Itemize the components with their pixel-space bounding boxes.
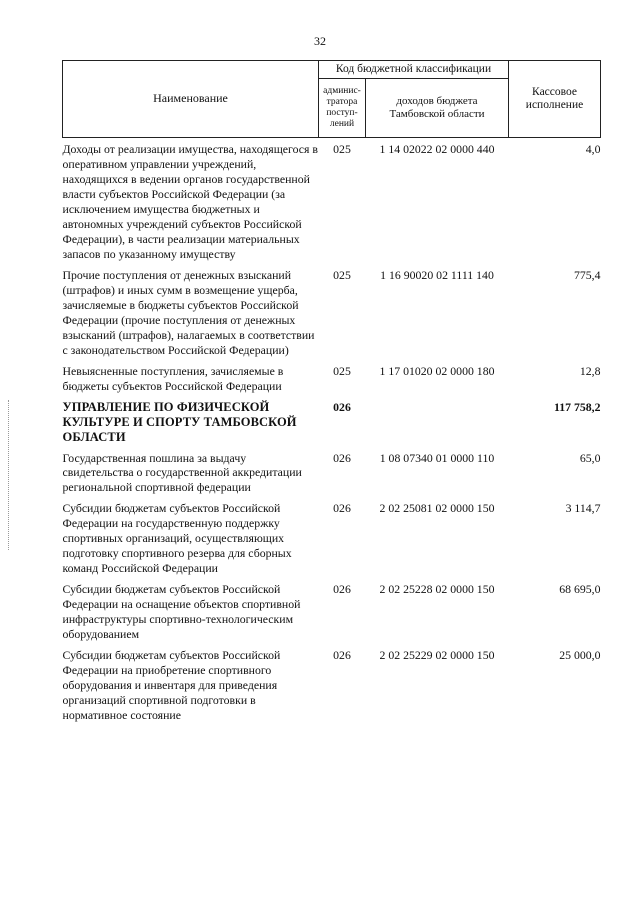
header-admin-line2: тратора: [326, 97, 358, 108]
section-admin-code: 026: [333, 399, 351, 414]
row-admin-code: 025: [333, 142, 351, 156]
page-number: 32: [314, 34, 326, 48]
row-amount: 65,0: [579, 450, 601, 465]
row-income-code: 1 14 02022 02 0000 440: [379, 142, 495, 156]
row-name: Невыясненные поступления, зачисляемые в бюджеты субъектов Российской Федерации: [62, 363, 284, 393]
header-income-line2: Тамбовской области: [389, 108, 485, 120]
row-name: Субсидии бюджетам субъектов Российской Федерации на государственную поддержку спортивных организаций, осуществляющих подготовку спортивного резерва для сборных команд Российской Федерации: [62, 501, 292, 576]
row-name: Доходы от реализации имущества, находящегося в оперативном управлении учреждений, находящихся в ведении органов государственной власти субъектов Российской Федерации (за исключением имущества бюджетных и автономных учреждений субъектов Российской Федерации), в части реализации материальных запасов по указанному имуществу: [62, 142, 318, 261]
row-amount: 4,0: [585, 142, 601, 156]
header-execution-line1: Кассовое: [532, 85, 577, 98]
scan-edge-mark: [8, 400, 11, 550]
row-amount: 25 000,0: [559, 648, 601, 663]
section-income-code: [366, 396, 509, 447]
row-amount: 68 695,0: [559, 582, 601, 597]
table-row: [63, 138, 601, 264]
table-row-section: [63, 396, 601, 447]
row-income-code: 1 08 07340 01 0000 110: [379, 450, 495, 465]
table-row: [63, 360, 601, 396]
section-amount: 117 758,2: [553, 399, 601, 414]
row-name: Субсидии бюджетам субъектов Российской Федерации на приобретение спортивного оборудования и инвентаря для приведения организаций спортивной подготовки в нормативное состояние: [62, 648, 281, 722]
section-name: УПРАВЛЕНИЕ ПО ФИЗИЧЕСКОЙ КУЛЬТУРЕ И СПОРТУ ТАМБОВСКОЙ ОБЛАСТИ: [62, 399, 297, 444]
row-income-code: 2 02 25229 02 0000 150: [379, 648, 495, 663]
table-row: [63, 644, 601, 725]
row-income-code: 2 02 25228 02 0000 150: [379, 582, 495, 597]
table-row: [63, 264, 601, 360]
row-admin-code: 026: [333, 648, 351, 663]
row-admin-code: 025: [333, 267, 351, 282]
row-admin-code: 026: [333, 501, 351, 516]
row-income-code: 2 02 25081 02 0000 150: [379, 501, 495, 516]
header-admin-line1: админис-: [323, 86, 361, 97]
header-execution: [509, 61, 601, 138]
row-admin-code: 026: [333, 582, 351, 597]
header-admin-line3: поступ-: [326, 108, 358, 118]
header-income-line1: доходов бюджета: [396, 95, 478, 108]
header-income: [366, 79, 509, 138]
row-income-code: 1 16 90020 02 1111 140: [380, 267, 494, 282]
row-amount: 775,4: [573, 267, 601, 282]
header-code-group: Код бюджетной классификации: [319, 61, 509, 79]
budget-table: [62, 60, 601, 725]
header-name: Наименование: [63, 61, 319, 138]
row-admin-code: 025: [333, 363, 351, 378]
row-name: Субсидии бюджетам субъектов Российской Федерации на оснащение объектов спортивной инфраструктуры спортивно-технологическим оборудованием: [62, 582, 301, 642]
row-amount: 12,8: [579, 363, 601, 378]
row-income-code: 1 17 01020 02 0000 180: [379, 363, 495, 378]
header-admin-line4: лений: [329, 118, 355, 129]
row-amount: 3 114,7: [565, 501, 601, 516]
row-name: Государственная пошлина за выдачу свидетельства о государственной аккредитации региональной спортивной федерации: [62, 450, 302, 495]
table-row: [63, 447, 601, 498]
table-row: [63, 497, 601, 578]
header-admin: [319, 79, 366, 138]
row-name: Прочие поступления от денежных взысканий (штрафов) и иных сумм в возмещение ущерба, зачисляемые в бюджеты субъектов Российской Федерации (прочие поступления от денежных взысканий (штрафов), налагаемых в соответствии с законодательством Российской Федерации): [62, 267, 315, 357]
row-admin-code: 026: [333, 450, 351, 465]
header-execution-line2: исполнение: [525, 99, 584, 111]
table-row: [63, 578, 601, 644]
